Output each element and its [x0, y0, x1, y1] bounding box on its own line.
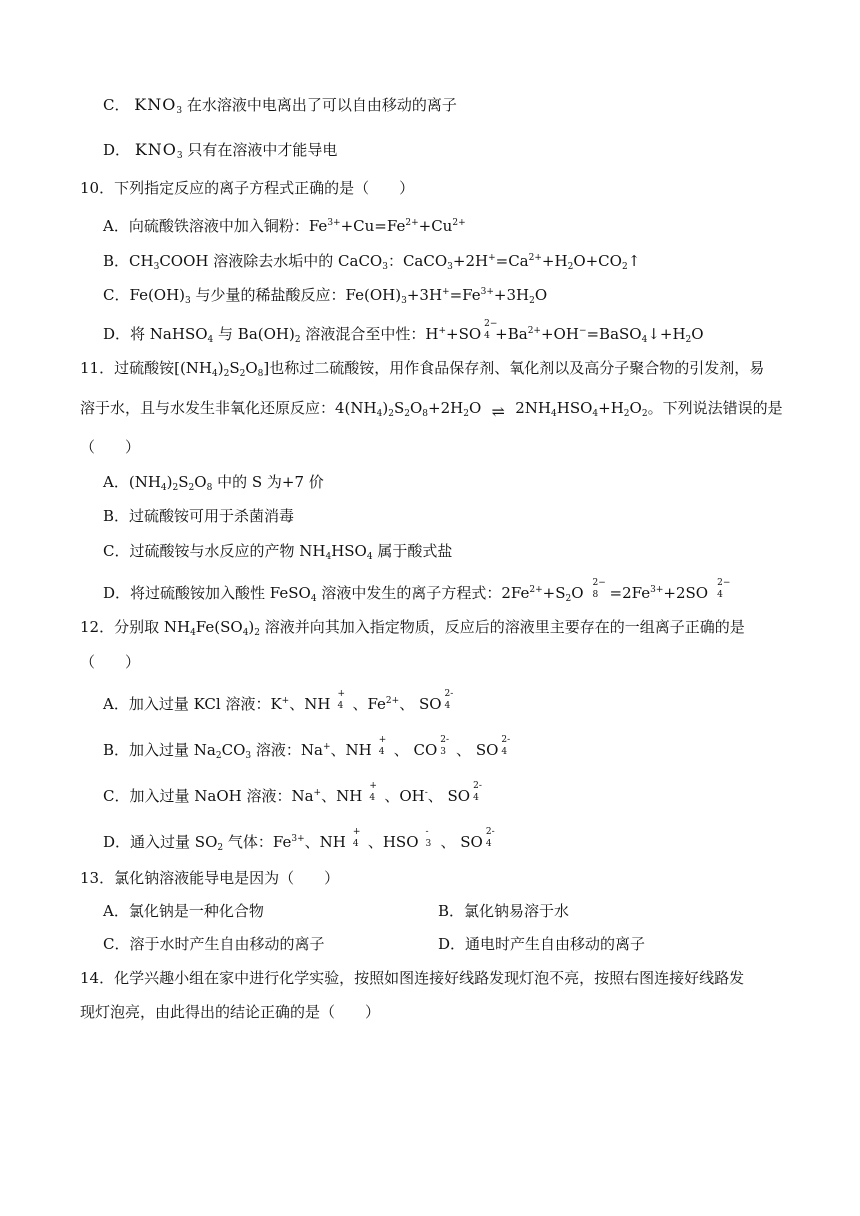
q11-option-a: A．$(NH_4)_2S_2O_8$ 中的 S 为+7 价 [103, 473, 324, 493]
equilibrium-arrow-icon: ⇌ [491, 402, 505, 421]
q11-stem-line2: 溶于水，且与水发生非氧化还原反应：$4(NH_4)_2S_2O_8+2H_2O$ ⇌ $2NH_4HSO_4+H_2O_2$。下列说法错误的是 [80, 399, 783, 421]
q14-stem-line2: 现灯泡亮，由此得出的结论正确的是（ ） [80, 1003, 381, 1021]
q13-option-d: D．通电时产生自由移动的离子 [438, 935, 646, 953]
q13-stem: 13．氯化钠溶液能导电是因为（ ） [80, 869, 340, 887]
q14-stem-line1: 14．化学兴趣小组在家中进行化学实验，按照如图连接好线路发现灯泡不亮，按照右图连接好线路发 [80, 969, 745, 987]
carbonate-charge: 2- 3 [440, 735, 450, 757]
q10-option-b: B．$CH_3COOH$ 溶液除去水垢中的 CaCO$_3$：$CaCO_3+2H^+=Ca^{2+}+H_2O+CO_2↑$ [103, 252, 641, 272]
q13-option-a: A．氯化钠是一种化合物 [103, 902, 264, 920]
q9-option-d: D． $KNO_3$ 只有在溶液中才能导电 [103, 140, 338, 161]
q12-option-a: A．加入过量 KCl 溶液：K+、NH + 4 、$Fe^{2+}$、 SO 2- 4 [103, 691, 456, 714]
ammonium-charge: + 4 [378, 735, 387, 757]
q10-option-d: D．将 NaHSO$_4$ 与 $Ba(OH)_2$ 溶液混合至中性：H++SO 2− 4 $+Ba^{2+}+OH^-=BaSO_4↓+H_2O$ [103, 319, 704, 345]
q12-stem-line1: 12．分别取 $NH_4Fe(SO_4)_2$ 溶液并向其加入指定物质，反应后的溶液里主要存在的一组离子正确的是 [80, 618, 745, 638]
q12-option-d: D．通入过量 $SO_2$ 气体：$Fe^{3+}$、NH + 4 、HSO - 3 、 SO 2- 4 [103, 829, 497, 858]
q9-option-c: C． $KNO_3$ 在水溶液中电离出了可以自由移动的离子 [103, 95, 457, 116]
q13-option-b: B．氯化钠易溶于水 [438, 902, 570, 920]
persulfate-charge: 2− 8 [592, 578, 606, 600]
q10-option-c: C．$Fe(OH)_3$ 与少量的稀盐酸反应：$Fe(OH)_3+3H^+=Fe^{3+}+3H_2O$ [103, 286, 548, 306]
sulfate-charge: 2- 4 [485, 827, 495, 849]
sulfate-charge: 2− 4 [717, 578, 731, 600]
ammonium-charge: + 4 [369, 781, 377, 803]
q13-option-c: C．溶于水时产生自由移动的离子 [103, 935, 325, 953]
sulfate-charge: 2- 4 [501, 735, 511, 757]
q12-option-c: C．加入过量 NaOH 溶液：Na+、NH + 4 、OH-、 SO 2- 4 [103, 783, 484, 806]
q12-option-b: B．加入过量 $Na_2CO_3$ 溶液：Na+、NH + 4 、 CO 2- 3 、 SO 2- 4 [103, 737, 512, 766]
q11-stem-line1: 11．过硫酸铵$[(NH_4)_2S_2O_8]$也称过二硫酸铵，用作食品保存剂、氧化剂以及高分子聚合物的引发剂，易 [80, 359, 765, 379]
q12-stem-line2: （ ） [80, 653, 141, 671]
q10-stem: 10．下列指定反应的离子方程式正确的是（ ） [80, 179, 415, 197]
q11-stem-line3: （ ） [80, 438, 141, 456]
q11-option-d: D．将过硫酸铵加入酸性 FeSO$_4$ 溶液中发生的离子方程式：$2Fe^{2+}+S_2O$ 2− 8 $=2Fe^{3+}+2SO$ 2− 4 [103, 578, 731, 604]
bisulfite-charge: - 3 [425, 827, 432, 849]
q10-option-a: A．向硫酸铁溶液中加入铜粉：$Fe^{3+}+Cu=Fe^{2+}+Cu^{2+}$ [103, 217, 466, 235]
sulfate-charge: 2− 4 [484, 319, 498, 341]
ammonium-charge: + 4 [337, 689, 345, 711]
sulfate-charge: 2- 4 [444, 689, 454, 711]
q11-option-c: C．过硫酸铵与水反应的产物 $NH_4HSO_4$ 属于酸式盐 [103, 542, 453, 562]
ammonium-charge: + 4 [352, 827, 361, 849]
q11-option-b: B．过硫酸铵可用于杀菌消毒 [103, 507, 295, 525]
sulfate-charge: 2- 4 [473, 781, 482, 803]
